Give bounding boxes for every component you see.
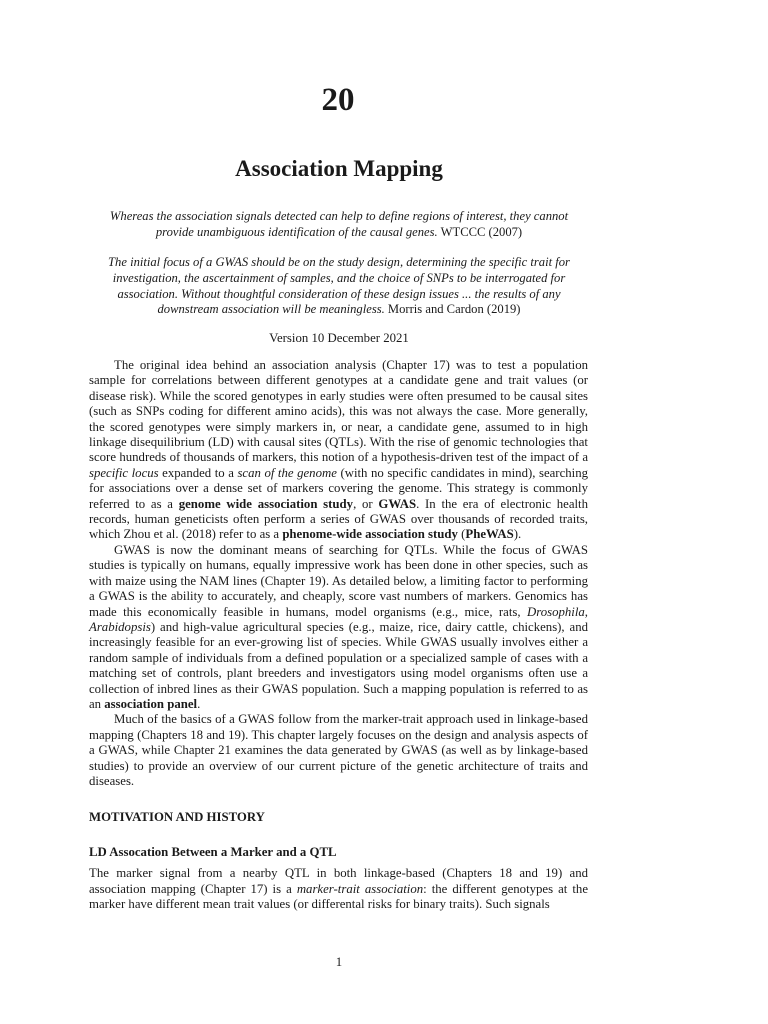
emphasis: Arabidopsis (89, 619, 151, 634)
epigraph-attribution: Morris and Cardon (2019) (387, 302, 521, 317)
emphasis: Drosophila (526, 604, 585, 619)
subsection-heading: LD Assocation Between a Marker and a QTL (89, 844, 337, 859)
version-line: Version 10 December 2021 (269, 331, 409, 345)
epigraph-1 (100, 209, 578, 241)
term: association panel (104, 696, 198, 711)
epigraph-quote: The initial focus of a GWAS should be on the study design, determining the specific trait for investigation, the ascertainment of samples, and the choice of SNPs to be interrogated for association. Without thoughtful consideration of these design issues ... the results of any downstream association will be meaningless. (108, 255, 570, 317)
chapter-number: 20 (321, 82, 355, 118)
emphasis: specific locus (89, 465, 159, 480)
paragraph: GWAS is now the dominant means of searching for QTLs. While the focus of GWAS studies is typically on humans, equally impressive work has been done in other species, such as with maize using the NAM lines (Chapter 19). As detailed below, a limiting factor to performing a GWAS is the ability to accurately, and cheaply, score vast numbers of markers. Genomics has made this economically feasible in humans, model organisms (e.g., mice, rats, Drosophila, Arabidopsis) and high-value agricultural species (e.g., maize, rice, dairy cattle, chickens), and increasingly feasible for an ever-growing list of species. While GWAS usually involves either a random sample of individuals from a defined population or a specialized sample of cases with a matching set of controls, plant breeders and investigators using model organisms often use a collection of inbred lines as their GWAS population. Such a mapping population is referred to as an association panel. (89, 542, 588, 711)
epigraph-attribution: WTCCC (2007) (440, 224, 523, 239)
epigraph-quote: Whereas the association signals detected can help to define regions of interest, they cannot provide unambiguous identification of the causal genes. (109, 209, 569, 239)
term: genome wide association study (178, 496, 354, 511)
paragraph: The original idea behind an association analysis (Chapter 17) was to test a population sample for correlations between different genotypes at a candidate gene and trait values (or disease risk). While the scored genotypes in early studies were often presumed to be causal sites (such as SNPs coding for different amino acids), this was not always the case. More generally, the scored genotypes were simply markers in, or near, a candidate gene, assumed to in high linkage disequilibrium (LD) with causal sites (QTLs). With the rise of genomic technologies that score hundreds of thousands of markers, this notion of a hypothesis-driven test of the impact of a specific locus expanded to a scan of the genome (with no specific candidates in mind), searching for associations over a dense set of markers covering the genome. This strategy is commonly referred to as a genome wide association study, or GWAS. In the era of electronic health records, human geneticists often perform a series of GWAS over thousands of recorded traits, which Zhou et al. (2018) refer to as a phenome-wide association study (PheWAS). (89, 358, 589, 542)
paragraph: The marker signal from a nearby QTL in both linkage-based (Chapters 18 and 19) and association mapping (Chapter 17) is a marker-trait association: the different genotypes at the marker have different mean trait values (or differental risks for binary traits). Such signals (89, 866, 588, 911)
chapter-title: Association Mapping (235, 156, 443, 181)
term: PheWAS (465, 527, 514, 542)
term: phenome-wide association study (282, 527, 458, 542)
emphasis: marker-trait association (296, 881, 424, 896)
section-heading: MOTIVATION AND HISTORY (89, 810, 265, 825)
paragraph: Much of the basics of a GWAS follow from the marker-trait approach used in linkage-based mapping (Chapters 18 and 19). This chapter largely focuses on the design and analysis aspects of a GWAS, while Chapter 21 examines the data generated by GWAS (as well as by linkage-based studies) to provide an overview of our current picture of the genetic architecture of traits and diseases. (89, 712, 588, 788)
term: GWAS (378, 496, 417, 511)
epigraph-2 (100, 255, 578, 318)
page-number: 1 (335, 955, 343, 969)
body-text (89, 358, 588, 912)
emphasis: scan of the genome (237, 465, 337, 480)
